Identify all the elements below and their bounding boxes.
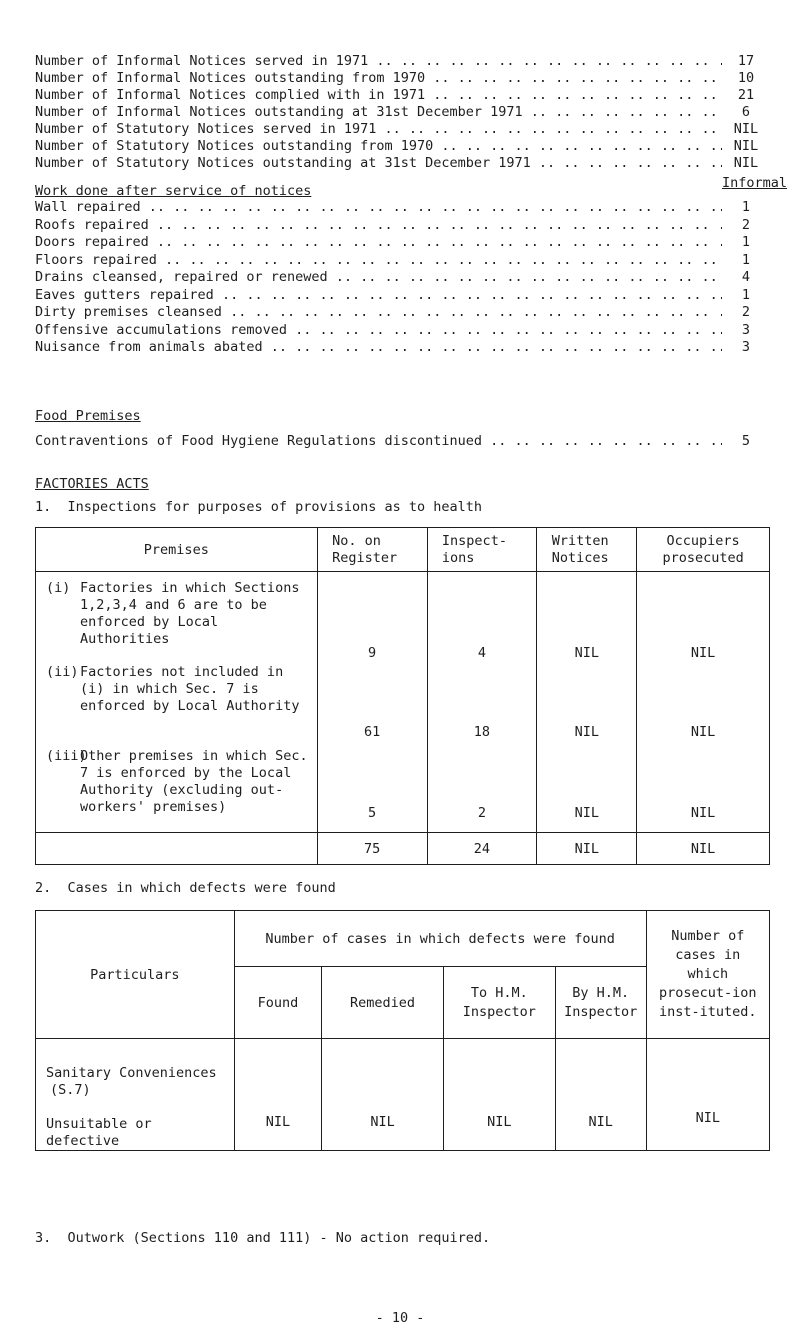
work-item-row <box>35 322 770 339</box>
section-2-heading: 2. Cases in which defects were found <box>35 880 336 896</box>
prosecuted-cell: NIL NIL NIL <box>637 572 770 833</box>
food-contraventions-value: 5 <box>741 433 751 449</box>
work-item-value: 1 <box>741 234 751 250</box>
premises-item-ii: (ii)Factories not included in (i) in which Sec. 7 is enforced by Local Authority <box>46 664 300 714</box>
table-row <box>36 572 770 833</box>
notice-row <box>35 70 770 87</box>
page-number: - 10 - <box>375 1310 425 1326</box>
th-occupiers-prosecuted: Occupiers prosecuted <box>637 528 770 572</box>
th-inspections: Inspect-ions <box>427 528 537 572</box>
written-notices-cell: NIL NIL NIL <box>537 572 637 833</box>
work-item-value: 1 <box>741 286 751 303</box>
total-inspections: 24 <box>427 833 537 865</box>
total-notices: NIL <box>537 833 637 865</box>
notice-row <box>35 138 770 155</box>
work-item-label: Eaves gutters repaired .. .. <box>35 287 722 304</box>
premises-cell <box>36 572 318 833</box>
work-item-value: 2 <box>741 216 751 233</box>
work-item-row <box>35 199 770 216</box>
notice-value: 21 <box>737 87 755 103</box>
work-item-row <box>35 234 770 251</box>
work-item-label: Floors repaired .. .. <box>35 252 722 269</box>
notice-label: Number of Informal Notices complied with in 1971 .. .. <box>35 87 722 104</box>
work-item-value: 1 <box>741 251 751 268</box>
defects-table <box>35 910 770 1151</box>
th-particulars: Particulars <box>36 911 235 1039</box>
section-3-outwork: 3. Outwork (Sections 110 and 111) - No action required. <box>35 1230 491 1246</box>
register-cell: 9 61 5 <box>317 572 427 833</box>
th-remedied: Remedied <box>322 967 443 1039</box>
totals-row <box>36 833 770 865</box>
notice-row <box>35 121 770 138</box>
work-item-value: 3 <box>741 321 751 338</box>
th-register: No. on Register <box>317 528 427 572</box>
notice-value: 17 <box>737 53 755 69</box>
notice-label: Number of Statutory Notices outstanding at 31st December 1971 .. .. <box>35 155 722 172</box>
particulars-cell: Sanitary Conveniences (S.7) Unsuitable or defective <box>36 1039 235 1151</box>
work-item-label: Nuisance from animals abated .. .. <box>35 339 722 356</box>
work-item-label: Wall repaired .. .. <box>35 199 722 216</box>
food-contraventions-row <box>35 433 770 450</box>
notice-value: NIL <box>733 138 759 154</box>
work-done-heading: Work done after service of notices <box>35 183 312 199</box>
th-premises: Premises <box>36 528 318 572</box>
work-item-label: Offensive accumulations removed .. .. <box>35 322 722 339</box>
work-item-value: 3 <box>741 339 751 355</box>
by-hm-inspector-cell: NIL <box>555 1039 646 1151</box>
work-item-row <box>35 304 770 321</box>
total-prosecuted: NIL <box>637 833 770 865</box>
totals-label-cell <box>36 833 318 865</box>
work-item-row <box>35 217 770 234</box>
work-item-row <box>35 252 770 269</box>
notice-row <box>35 87 770 104</box>
table-row <box>36 1039 770 1151</box>
th-to-hm-inspector: To H.M. Inspector <box>443 967 555 1039</box>
notice-value: NIL <box>733 121 759 137</box>
work-item-value: 2 <box>741 304 751 320</box>
work-item-value: 4 <box>741 269 751 285</box>
notice-row <box>35 104 770 121</box>
informal-column-label: Informal <box>722 175 788 191</box>
work-item-label: Doors repaired .. .. <box>35 234 722 251</box>
notice-label: Number of Informal Notices outstanding at 31st December 1971 .. .. <box>35 104 722 121</box>
notice-value: NIL <box>733 155 759 171</box>
notice-label: Number of Statutory Notices served in 1971 .. .. <box>35 121 722 138</box>
food-premises-heading: Food Premises <box>35 408 141 424</box>
food-contraventions-label: Contraventions of Food Hygiene Regulations discontinued .. .. <box>35 433 722 450</box>
work-item-label: Dirty premises cleansed .. .. <box>35 304 722 321</box>
notice-label: Number of Informal Notices outstanding from 1970 .. .. <box>35 70 722 87</box>
factories-acts-heading: FACTORIES ACTS <box>35 476 149 492</box>
work-item-label: Roofs repaired .. .. <box>35 217 722 234</box>
work-item-row <box>35 287 770 304</box>
inspections-cell: 4 18 2 <box>427 572 537 833</box>
found-cell: NIL <box>234 1039 322 1151</box>
notice-value: 6 <box>741 104 751 120</box>
section-1-heading: 1. Inspections for purposes of provisions as to health <box>35 499 483 515</box>
work-item-row <box>35 269 770 286</box>
prosecution-cell: NIL <box>646 1039 769 1151</box>
work-item-label: Drains cleansed, repaired or renewed .. .. <box>35 269 722 286</box>
th-defects-group: Number of cases in which defects were found <box>234 911 646 967</box>
total-register: 75 <box>317 833 427 865</box>
to-hm-inspector-cell: NIL <box>443 1039 555 1151</box>
premises-item-i: (i) Factories in which Sections 1,2,3,4 and 6 are to be enforced by Local Authorities <box>46 580 300 647</box>
notice-value: 10 <box>737 70 755 86</box>
remedied-cell: NIL <box>322 1039 443 1151</box>
th-written-notices: Written Notices <box>537 528 637 572</box>
notice-label: Number of Informal Notices served in 1971 .. .. <box>35 53 722 70</box>
work-item-value: 1 <box>741 199 751 215</box>
notice-row <box>35 155 770 172</box>
inspections-table <box>35 527 770 865</box>
notice-label: Number of Statutory Notices outstanding from 1970 .. .. <box>35 138 722 155</box>
notice-row <box>35 53 770 70</box>
th-prosecution: Number of cases in which prosecut-ion inst-ituted. <box>646 911 769 1039</box>
work-item-row <box>35 339 770 356</box>
th-by-hm-inspector: By H.M. Inspector <box>555 967 646 1039</box>
th-found: Found <box>234 967 322 1039</box>
premises-item-iii: (iii)Other premises in which Sec. 7 is enforced by the Local Authority (excluding out-workers' premises) <box>46 748 308 815</box>
